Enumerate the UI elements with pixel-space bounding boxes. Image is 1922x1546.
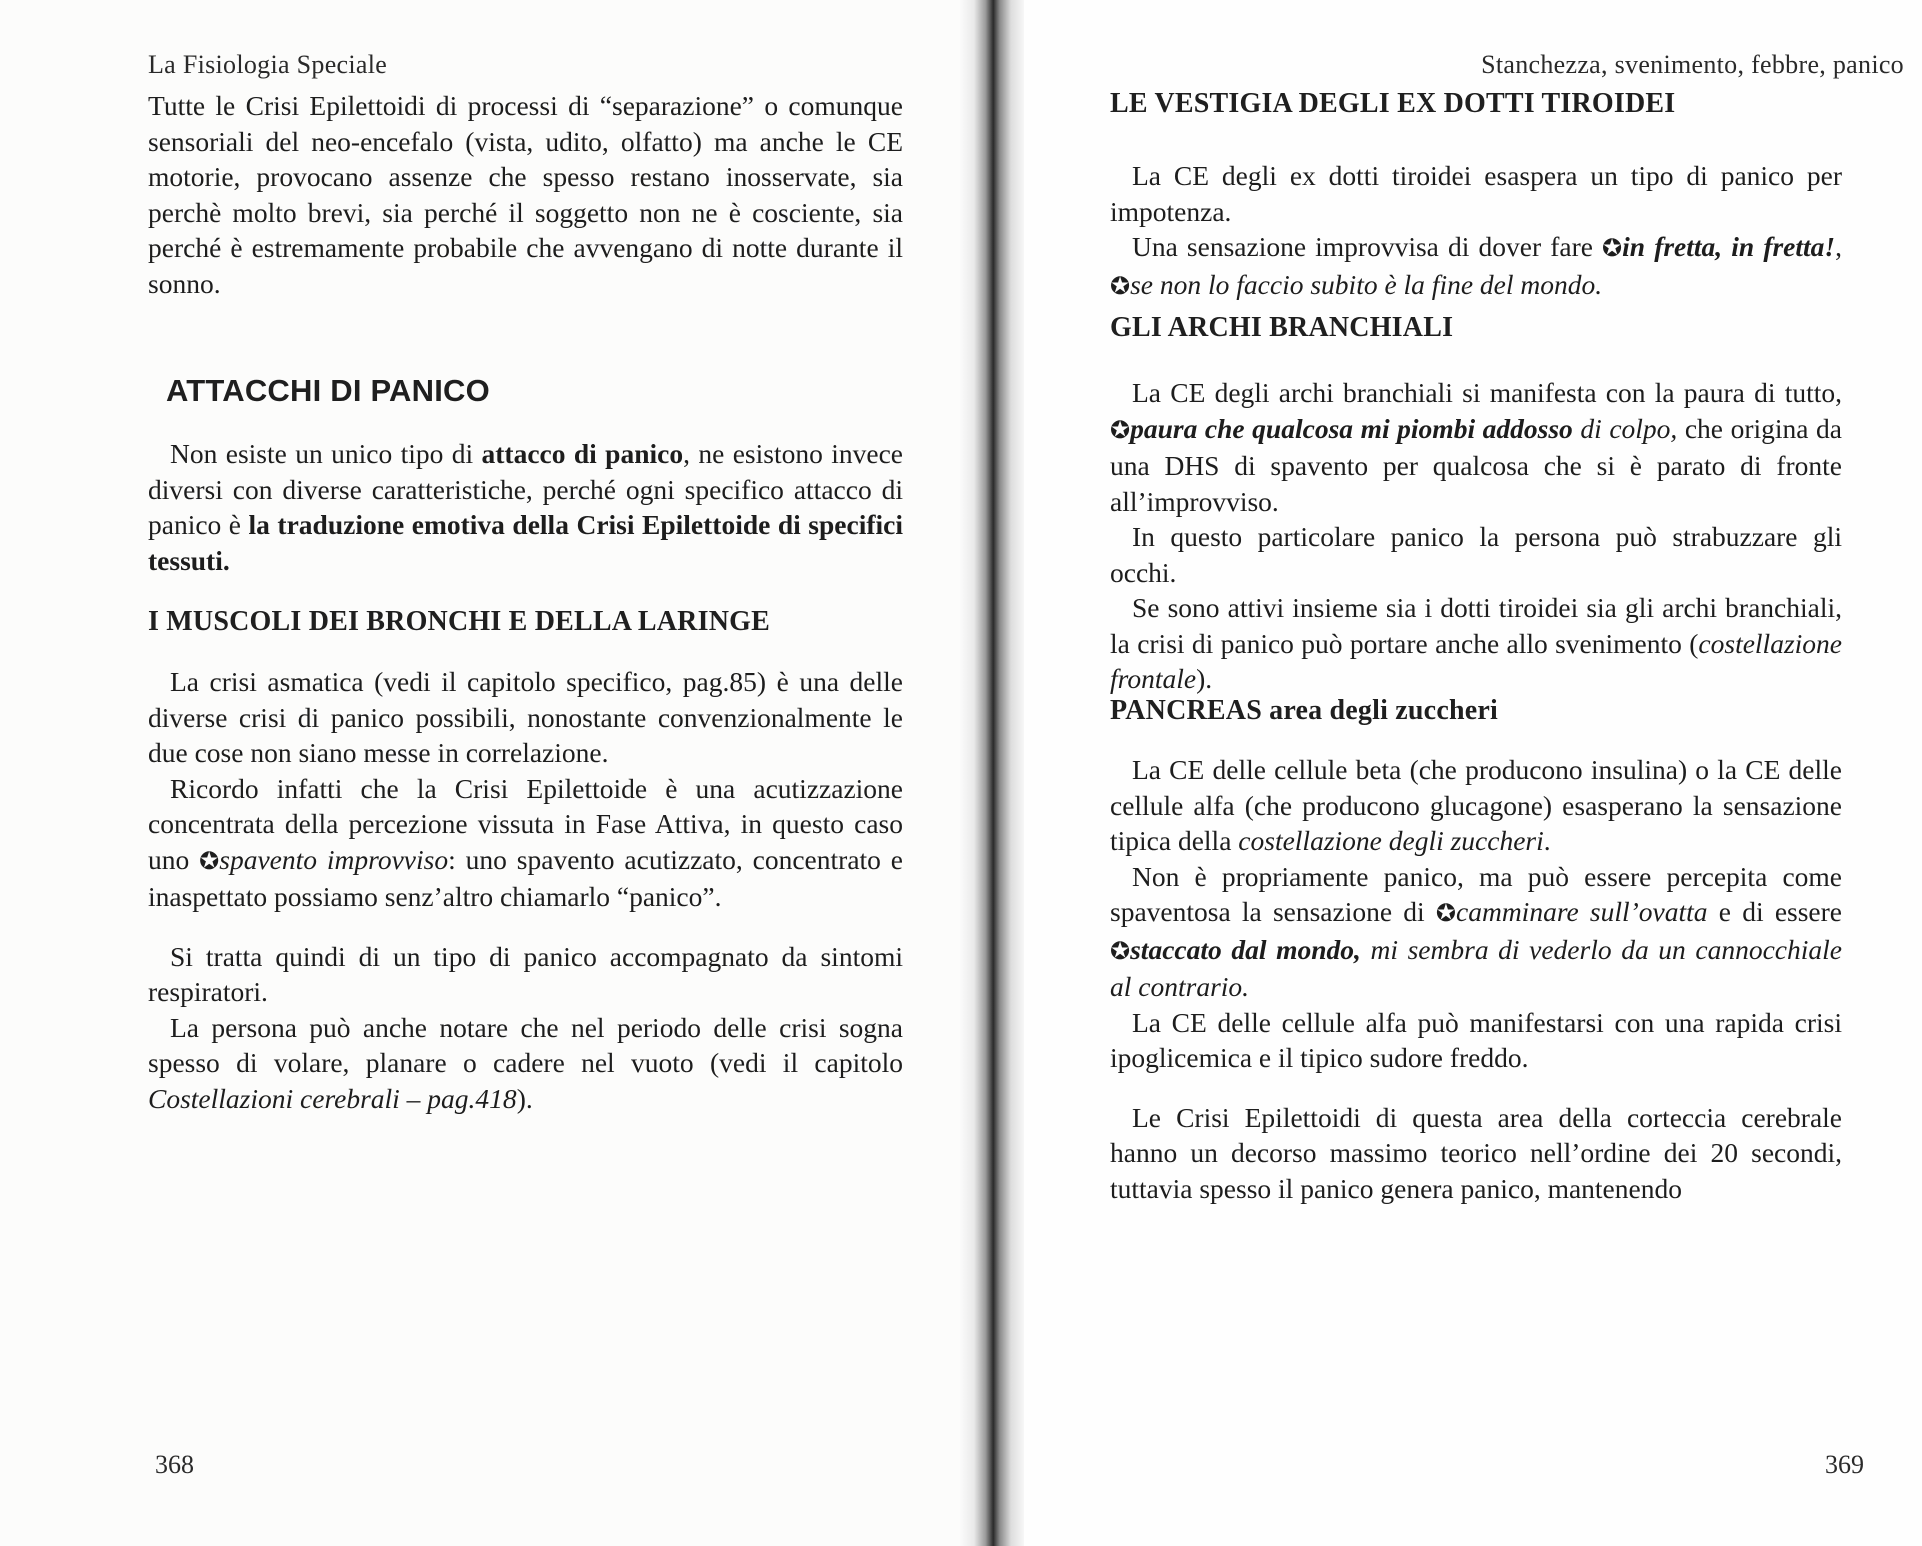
pancreas-paragraph-2: Non è propriamente panico, ma può essere percepita come spaventosa la sensazione di ✪camminare sull’ovatta e di essere ✪staccato dal mondo, mi sembra di vederlo da un cannocchiale al contrario. [1110,860,1842,1002]
intro-paragraph-block [148,88,903,301]
running-head-left: La Fisiologia Speciale [148,50,388,79]
star-marker-icon: ✪ [1110,936,1131,965]
right-page [985,0,1922,1546]
star-marker-icon: ✪ [1435,899,1456,927]
running-head-right: Stanchezza, svenimento, febbre, panico [1481,50,1904,79]
muscles-paragraphs-block [148,664,903,1116]
star-marker-icon: ✪ [199,846,220,875]
panic-paragraph-block [148,436,903,578]
thyroid-paragraphs-block [1110,158,1842,304]
thyroid-paragraph-2: Una sensazione improvvisa di dover fare ✪in fretta, in fretta!, ✪se non lo faccio subito è la fine del mondo. [1110,231,1842,300]
pancreas-paragraphs-block [1110,752,1842,1206]
pancreas-paragraph-4: Le Crisi Epilettoidi di questa area della corteccia cerebrale hanno un decorso massimo teorico nell’ordine dei 20 secondi, tuttavia spesso il panico genera panico, mantenendo [1110,1101,1842,1204]
branch-paragraphs-block [1110,375,1842,697]
muscles-heading: I MUSCOLI DEI BRONCHI E DELLA LARINGE [148,606,770,637]
pancreas-section [1110,695,1842,727]
star-marker-icon: ✪ [1602,234,1623,262]
branch-paragraph-3: Se sono attivi insieme sia i dotti tiroidei sia gli archi branchiali, la crisi di panico può portare anche allo svenimento (costellazione frontale). [1110,592,1842,694]
branch-paragraph-2: In questo particolare panico la persona può strabuzzare gli occhi. [1110,521,1842,588]
muscles-section [148,606,903,638]
paragraph-spacer [148,915,903,939]
muscles-paragraph-3: Si tratta quindi di un tipo di panico accompagnato da sintomi respiratori. [148,940,903,1007]
thyroid-paragraph-1: La CE degli ex dotti tiroidei esaspera un tipo di panico per impotenza. [1110,160,1842,227]
branch-section [1110,312,1842,344]
pancreas-paragraph-1: La CE delle cellule beta (che producono insulina) o la CE delle cellule alfa (che producono glucagone) esasperano la sensazione tipica della costellazione degli zuccheri. [1110,754,1842,856]
intro-paragraph: Tutte le Crisi Epilettoidi di processi di “separazione” o comunque sensoriali del neo-encefalo (vista, udito, olfatto) ma anche le CE motorie, provocano assenze che spesso restano inosservate, sia perchè molto brevi, sia perché il soggetto non ne è cosciente, sia perché è estremamente probabile che avvengano di notte durante il sonno. [148,90,903,299]
panic-paragraph: Non esiste un unico tipo di attacco di panico, ne esistono invece diversi con diverse caratteristiche, perché ogni specifico attacco di panico è la traduzione emotiva della Crisi Epilettoide di specifici tessuti. [148,438,903,576]
thyroid-section [1110,88,1842,120]
muscles-paragraph-2: Ricordo infatti che la Crisi Epilettoide è una acutizzazione concentrata della percezione vissuta in Fase Attiva, in questo caso uno ✪spavento improvviso: uno spavento acutizzato, concentrato e inaspettato possiamo senz’altro chiamarlo “panico”. [148,772,904,912]
star-marker-icon: ✪ [1110,415,1131,444]
book-spine-shadow [960,0,1024,1546]
paragraph-spacer [1110,1076,1842,1100]
muscles-paragraph-4: La persona può anche notare che nel periodo delle crisi sogna spesso di volare, planare o cadere nel vuoto (vedi il capitolo Costellazioni cerebrali – pag.418). [148,1011,903,1114]
muscles-paragraph-1: La crisi asmatica (vedi il capitolo specifico, pag.85) è una delle diverse crisi di panico possibili, nonostante convenzionalmente le due cose non siano messe in correlazione. [148,666,903,768]
pancreas-paragraph-3: La CE delle cellule alfa può manifestarsi con una rapida crisi ipoglicemica e il tipico sudore freddo. [1110,1006,1842,1073]
thyroid-heading: LE VESTIGIA DEGLI EX DOTTI TIROIDEI [1110,88,1676,119]
branch-heading: GLI ARCHI BRANCHIALI [1110,312,1454,343]
panic-section [146,373,903,409]
page-number-right: 369 [1825,1450,1864,1479]
panic-heading: ATTACCHI DI PANICO [166,373,490,408]
branch-paragraph-1: La CE degli archi branchiali si manifesta con la paura di tutto, ✪paura che qualcosa mi piombi addosso di colpo, che origina da una DHS di spavento per qualcosa che si è parato di fronte all’improvviso. [1110,377,1842,517]
pancreas-heading: PANCREAS area degli zuccheri [1110,695,1498,726]
star-marker-icon: ✪ [1110,271,1131,300]
page-number-left: 368 [155,1450,194,1479]
